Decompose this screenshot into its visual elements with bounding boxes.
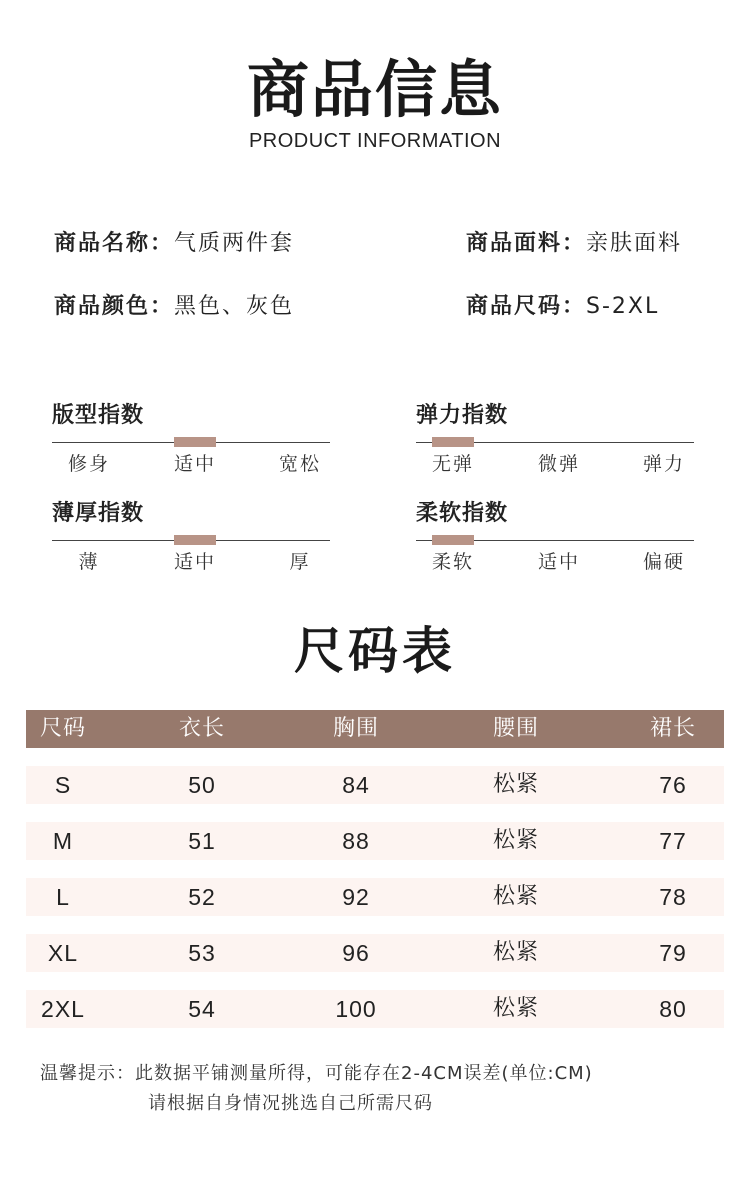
table-row xyxy=(26,934,724,972)
table-cell: 80 xyxy=(659,996,687,1022)
index-option: 柔软 xyxy=(431,551,474,573)
tip-line-1: 温馨提示：此数据平铺测量所得，可能存在2-4CM误差(单位:CM) xyxy=(40,1063,593,1084)
index-title: 柔软指数 xyxy=(416,501,509,526)
table-cell: 松紧 xyxy=(492,996,539,1021)
product-color xyxy=(54,293,294,321)
product-size-value: S-2XL xyxy=(586,294,660,319)
index-marker xyxy=(174,437,216,447)
size-chart-title: 尺码表 xyxy=(294,622,456,680)
product-fabric-label: 商品面料： xyxy=(466,231,587,256)
index-option: 微弹 xyxy=(537,453,580,475)
index-title: 薄厚指数 xyxy=(52,501,145,526)
product-size xyxy=(466,293,659,321)
table-cell: M xyxy=(52,828,74,854)
table-cell: 松紧 xyxy=(492,772,539,797)
product-color-value: 黑色、灰色 xyxy=(174,294,295,319)
table-cell: 52 xyxy=(188,884,216,910)
table-cell: 77 xyxy=(659,828,687,854)
table-cell: 88 xyxy=(342,828,370,854)
table-cell: 84 xyxy=(342,772,370,798)
table-cell: 51 xyxy=(188,828,216,854)
product-color-label: 商品颜色： xyxy=(54,294,175,319)
index-title: 版型指数 xyxy=(52,403,145,428)
table-cell: 松紧 xyxy=(492,884,539,909)
product-name xyxy=(54,230,294,258)
index-option: 薄 xyxy=(78,551,100,573)
index-title: 弹力指数 xyxy=(416,403,509,428)
table-cell: 100 xyxy=(335,996,377,1022)
table-header-cell: 衣长 xyxy=(178,716,225,741)
table-cell: S xyxy=(54,772,72,798)
index-option: 厚 xyxy=(289,551,311,573)
index-option: 修身 xyxy=(67,453,110,475)
table-header-cell: 尺码 xyxy=(39,716,86,741)
index-marker xyxy=(432,437,474,447)
table-cell: 松紧 xyxy=(492,940,539,965)
table-cell: 54 xyxy=(188,996,216,1022)
table-row xyxy=(26,822,724,860)
table-row xyxy=(26,990,724,1028)
table-cell: L xyxy=(56,884,70,910)
index-option: 宽松 xyxy=(278,453,321,475)
table-header-cell: 胸围 xyxy=(332,716,379,741)
product-fabric-value: 亲肤面料 xyxy=(586,231,683,256)
table-cell: XL xyxy=(47,940,79,966)
page-subtitle: PRODUCT INFORMATION xyxy=(248,130,502,152)
table-cell: 53 xyxy=(188,940,216,966)
index-marker xyxy=(432,535,474,545)
table-cell: 76 xyxy=(659,772,687,798)
index-option: 弹力 xyxy=(642,453,685,475)
table-header-cell: 裙长 xyxy=(649,716,696,741)
table-cell: 松紧 xyxy=(492,828,539,853)
table-cell: 92 xyxy=(342,884,370,910)
index-option: 偏硬 xyxy=(642,551,685,573)
product-size-label: 商品尺码： xyxy=(466,294,587,319)
index-marker xyxy=(174,535,216,545)
table-cell: 96 xyxy=(342,940,370,966)
table-row xyxy=(26,878,724,916)
product-fabric xyxy=(466,230,682,258)
size-table-header xyxy=(26,710,724,748)
index-option: 适中 xyxy=(173,551,216,573)
table-cell: 78 xyxy=(659,884,687,910)
table-cell: 79 xyxy=(659,940,687,966)
product-name-value: 气质两件套 xyxy=(174,231,295,256)
product-name-label: 商品名称： xyxy=(54,231,175,256)
index-option: 无弹 xyxy=(431,453,474,475)
page-title: 商品信息 xyxy=(246,53,503,126)
index-option: 适中 xyxy=(173,453,216,475)
table-row xyxy=(26,766,724,804)
table-cell: 2XL xyxy=(41,996,85,1022)
table-cell: 50 xyxy=(188,772,216,798)
table-header-cell: 腰围 xyxy=(492,716,539,741)
tip-line-2: 请根据自身情况挑选自己所需尺码 xyxy=(148,1093,433,1114)
index-option: 适中 xyxy=(537,551,580,573)
